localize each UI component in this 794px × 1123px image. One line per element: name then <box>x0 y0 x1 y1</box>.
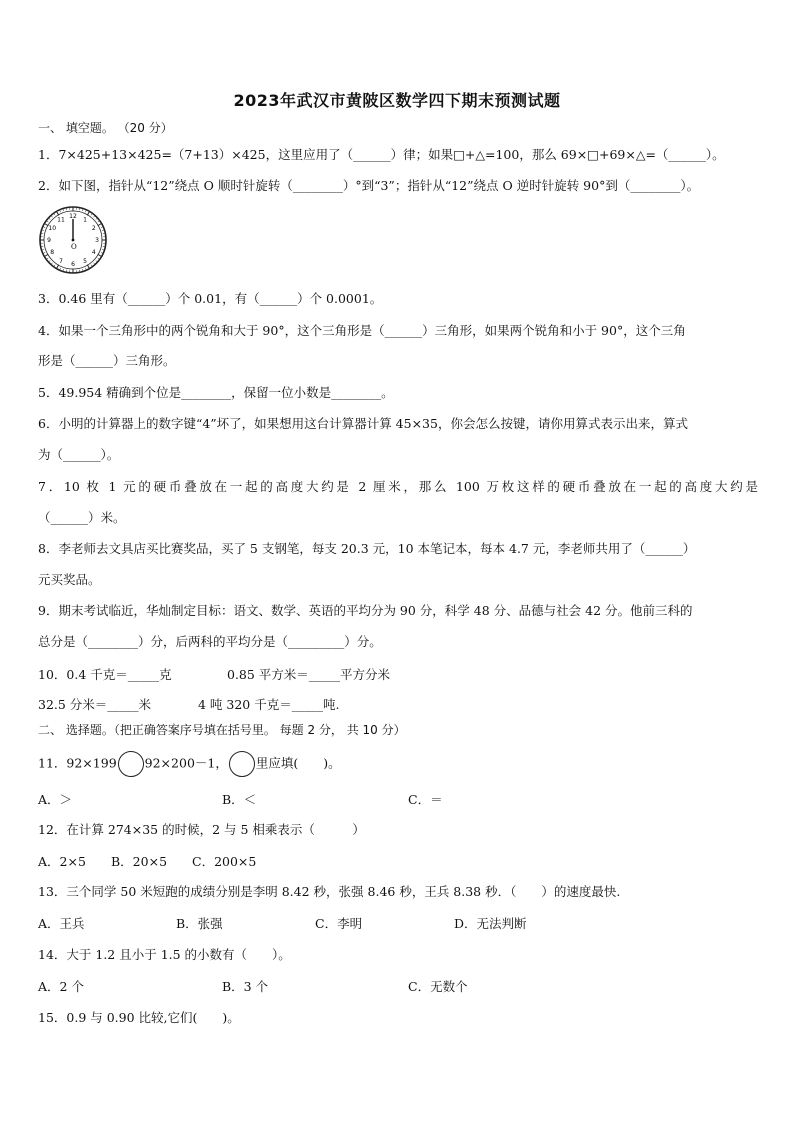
q11-option-a: A．＞ <box>38 792 73 807</box>
question-11 <box>38 751 758 777</box>
question-5: 5．49.954 精确到个位是________，保留一位小数是________。 <box>38 385 394 400</box>
q14-option-a: A．2 个 <box>38 979 84 994</box>
question-11-suffix: 里应填( )。 <box>255 755 341 771</box>
clock-number: 1 <box>83 216 87 224</box>
clock-figure <box>38 205 108 275</box>
q13-option-b: B．张强 <box>176 916 223 931</box>
question-4-line-1: 4．如果一个三角形中的两个锐角和大于 90°，这个三角形是（______）三角形，如果两个锐角和小于 90°，这个三角 <box>38 323 686 338</box>
question-10-part-3: 32.5 分米＝_____米 <box>38 697 152 712</box>
q13-option-c: C．李明 <box>315 916 363 931</box>
q12-option-c: C．200×5 <box>192 854 257 869</box>
question-1: 1．7×425+13×425=（7+13）×425，这里应用了（______）律；如果□+△=100，那么 69×□+69×△=（______）。 <box>38 147 725 162</box>
clock-number: 5 <box>83 257 87 265</box>
clock-tick <box>57 265 59 269</box>
question-14: 14．大于 1.2 且小于 1.5 的小数有（ ）。 <box>38 947 291 962</box>
question-6-line-2: 为（______）。 <box>38 447 120 462</box>
clock-tick <box>98 254 102 256</box>
clock-number: 7 <box>59 257 63 265</box>
clock-number: 12 <box>69 213 77 221</box>
question-8-line-1: 8．李老师去文具店买比赛奖品，买了 5 支钢笔，每支 20.3 元，10 本笔记本，每本 4.7 元，李老师共用了（______） <box>38 541 696 556</box>
clock-number: 8 <box>50 249 55 257</box>
q14-option-b: B．3 个 <box>222 979 269 994</box>
clock-tick <box>87 265 89 269</box>
question-8-line-2: 元买奖品。 <box>38 572 101 587</box>
clock-tick <box>57 211 59 215</box>
clock-tick <box>98 224 102 226</box>
clock-tick <box>87 211 89 215</box>
question-11-prefix: 11．92×199 <box>38 755 117 771</box>
q11-option-b: B．＜ <box>222 792 257 807</box>
question-9-line-2: 总分是（________）分，后两科的平均分是（_________）分。 <box>38 634 382 649</box>
question-9-line-1: 9．期末考试临近，华灿制定目标：语文、数学、英语的平均分为 90 分，科学 48 分、品德与社会 42 分。他前三科的 <box>38 603 693 618</box>
question-13: 13．三个同学 50 米短跑的成绩分别是李明 8.42 秒，张强 8.46 秒，王兵 8.38 秒．（ ）的速度最快. <box>38 884 621 899</box>
answer-circle <box>118 751 144 777</box>
question-12: 12．在计算 274×35 的时候，2 与 5 相乘表示（ ） <box>38 822 365 837</box>
q13-option-a: A．王兵 <box>38 916 85 931</box>
question-3: 3．0.46 里有（______）个 0.01，有（______）个 0.0001。 <box>38 291 383 306</box>
question-6-line-1: 6．小明的计算器上的数字键“4”坏了，如果想用这台计算器计算 45×35，你会怎么按键，请你用算式表示出来，算式 <box>38 416 688 431</box>
question-15: 15．0.9 与 0.90 比较,它们( )。 <box>38 1010 240 1025</box>
clock-number: 11 <box>57 216 65 224</box>
q13-option-d: D．无法判断 <box>454 916 527 931</box>
question-11-middle: 92×200－1， <box>144 755 228 771</box>
section-choice-heading: 二、 选择题。（把正确答案序号填在括号里。 每题 2 分， 共 10 分） <box>38 723 406 737</box>
clock-number: 2 <box>91 225 96 233</box>
q12-option-b: B．20×5 <box>111 854 168 869</box>
clock-number: 10 <box>48 225 57 233</box>
section-fill-blank-heading: 一、 填空题。 （20 分） <box>38 121 173 135</box>
question-10-part-2: 0.85 平方米＝_____平方分米 <box>227 667 391 682</box>
clock-center-label: O <box>71 243 77 251</box>
clock-number: 3 <box>95 237 99 245</box>
answer-circle-ref <box>229 751 255 777</box>
question-7-line-1: 7．10 枚 1 元的硬币叠放在一起的高度大约是 2 厘米，那么 100 万枚这样的硬币叠放在一起的高度大约是 <box>38 479 758 494</box>
clock-number: 9 <box>47 237 51 245</box>
question-7-line-2: （______）米。 <box>38 510 126 525</box>
question-4-line-2: 形是（______）三角形。 <box>38 353 176 368</box>
page-title: 2023年武汉市黄陂区数学四下期末预测试题 <box>233 91 561 110</box>
clock-number: 6 <box>71 261 75 269</box>
question-10-part-4: 4 吨 320 千克＝_____吨. <box>198 697 340 712</box>
clock-tick <box>44 254 48 256</box>
question-10-part-1: 10．0.4 千克＝_____克 <box>38 667 172 682</box>
q12-option-a: A．2×5 <box>38 854 86 869</box>
q11-option-c: C．＝ <box>408 792 443 807</box>
question-2: 2．如下图，指针从“12”绕点 O 顺时针旋转（________）°到“3”；指针从“12”绕点 O 逆时针旋转 90°到（________）。 <box>38 178 700 193</box>
clock-center <box>72 239 75 242</box>
clock-number: 4 <box>91 249 96 257</box>
q14-option-c: C．无数个 <box>408 979 468 994</box>
